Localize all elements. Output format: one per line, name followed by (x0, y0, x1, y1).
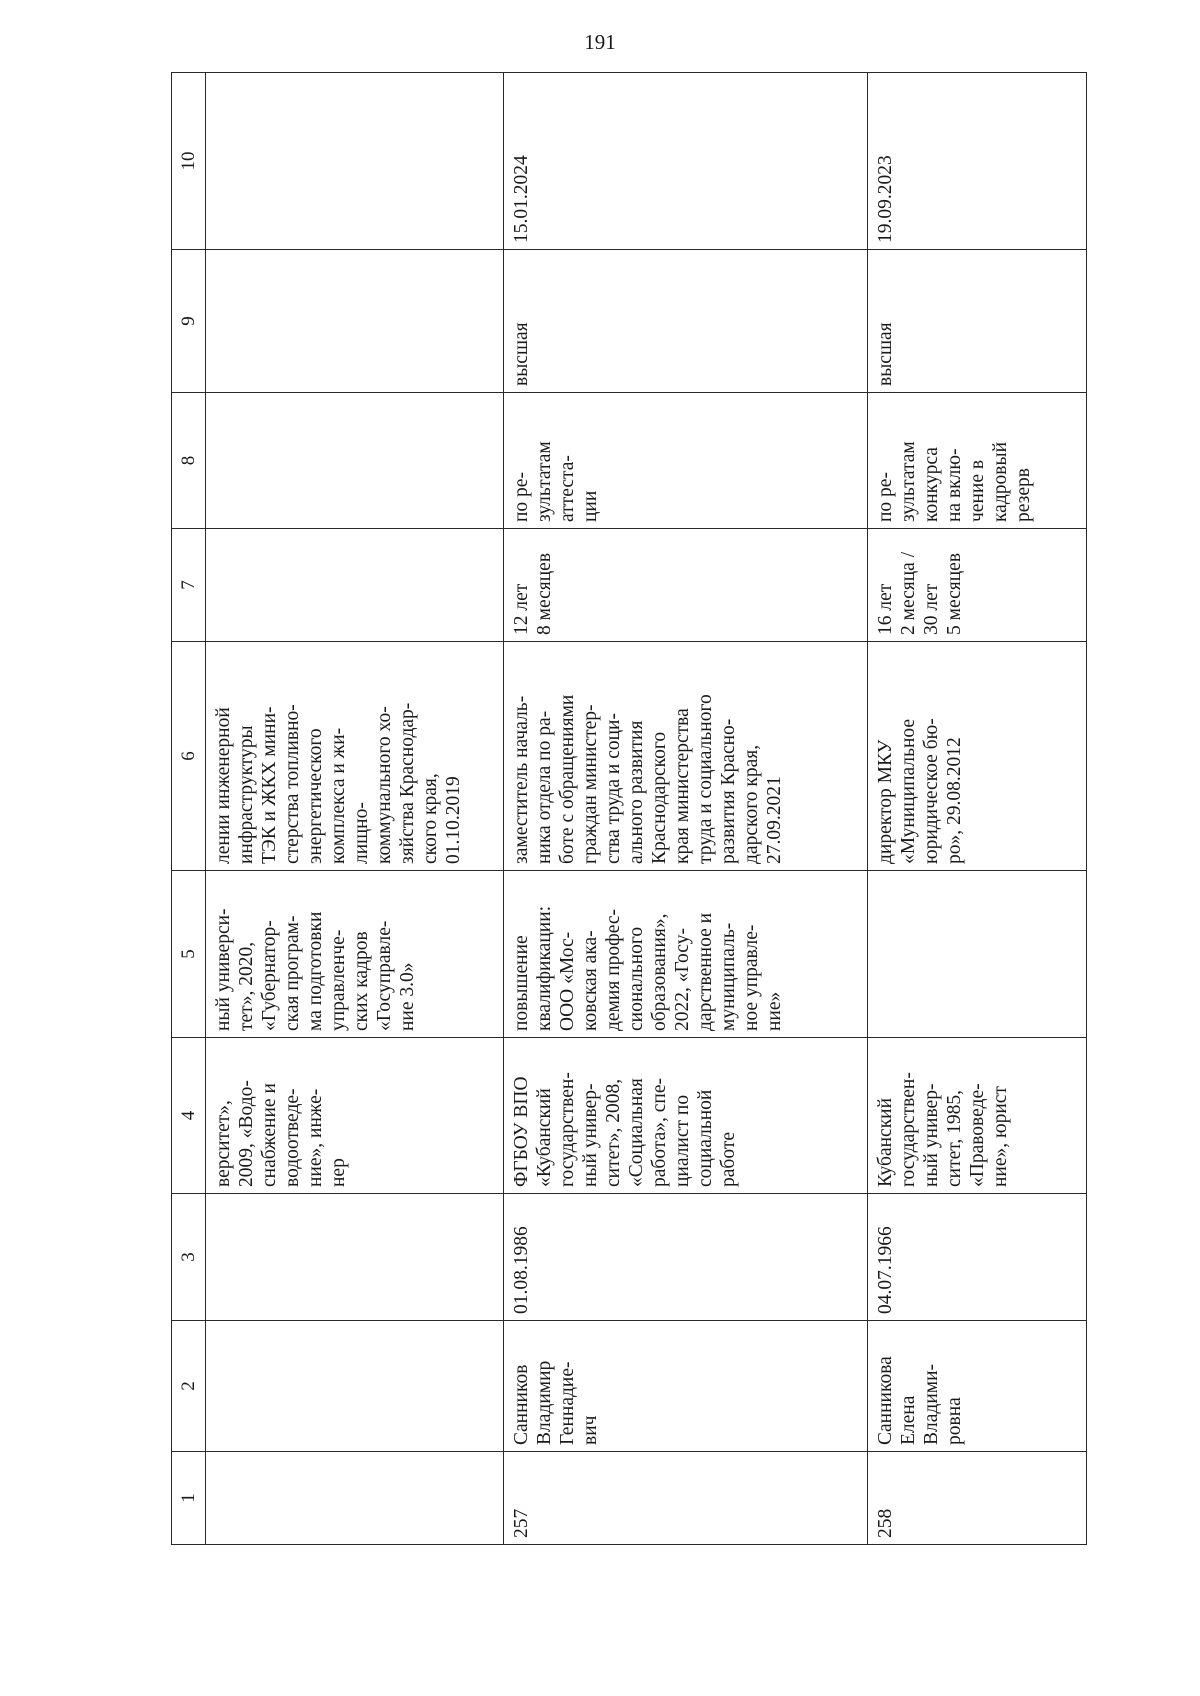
rotated-table-frame (171, 73, 1087, 1545)
personnel-table (171, 72, 1087, 1545)
experience-cell: 12 лет 8 месяцев (504, 529, 868, 642)
education-cell: ФГБОУ ВПО «Кубанский государствен- ный универ- ситет», 2008, «Социальная работа», спе- циалист по социальной работе (504, 1038, 868, 1194)
position-cell: лении инженерной инфраструктуры ТЭК и ЖКХ мини- стерства топливно- энергетического комплекса и жи- лищно- коммунального хо- зяйства Краснодар- ского края, 01.10.2019 (206, 642, 504, 871)
name-cell (206, 1321, 504, 1452)
row-number-cell (206, 1452, 504, 1545)
position-cell: заместитель началь- ника отдела по ра- боте с обращениями граждан министер- ства труда и соци- ального развития Краснодарского края министерства труда и социального развития Красно- дарского края, 27.09.2021 (504, 642, 868, 871)
table-row-257 (504, 73, 868, 1545)
date-cell: 15.01.2024 (504, 73, 868, 250)
table-row-258 (868, 73, 1087, 1545)
additional-education-cell: ный универси- тет», 2020, «Губернатор- ская програм- ма подготовки управленче- ских кадров «Госуправле- ние 3.0» (206, 871, 504, 1038)
header-cell: 8 (172, 393, 206, 529)
name-cell: Санников Владимир Геннадие- вич (504, 1321, 868, 1452)
row-number-cell: 258 (868, 1452, 1087, 1545)
experience-cell (206, 529, 504, 642)
additional-education-cell: повышение квалификации: ООО «Мос- ковская ака- демия профес- сионального образования», 2022, «Госу- дарственное и муниципаль- ное управле- ние» (504, 871, 868, 1038)
header-cell: 4 (172, 1038, 206, 1194)
header-cell: 7 (172, 529, 206, 642)
header-row (172, 73, 206, 1545)
row-number-cell: 257 (504, 1452, 868, 1545)
position-cell: директор МКУ «Муниципальное юридическое бю- ро», 29.08.2012 (868, 642, 1087, 871)
date-cell (206, 73, 504, 250)
birth-date-cell: 01.08.1986 (504, 1194, 868, 1321)
category-cell: высшая (868, 250, 1087, 393)
header-cell: 9 (172, 250, 206, 393)
birth-date-cell: 04.07.1966 (868, 1194, 1087, 1321)
header-cell: 2 (172, 1321, 206, 1452)
experience-cell: 16 лет 2 месяца / 30 лет 5 месяцев (868, 529, 1087, 642)
header-cell: 6 (172, 642, 206, 871)
table-row-continuation (206, 73, 504, 1545)
header-cell: 5 (172, 871, 206, 1038)
header-cell: 10 (172, 73, 206, 250)
category-cell: высшая (504, 250, 868, 393)
education-cell: верситет», 2009, «Водо- снабжение и водоотведе- ние», инже- нер (206, 1038, 504, 1194)
table-rotation (171, 73, 1087, 1545)
page-number: 191 (584, 30, 616, 54)
additional-education-cell (868, 871, 1087, 1038)
basis-cell: по ре- зультатам аттеста- ции (504, 393, 868, 529)
header-cell: 1 (172, 1452, 206, 1545)
date-cell: 19.09.2023 (868, 73, 1087, 250)
name-cell: Санникова Елена Владими- ровна (868, 1321, 1087, 1452)
basis-cell: по ре- зультатам конкурса на вклю- чение в кадровый резерв (868, 393, 1087, 529)
basis-cell (206, 393, 504, 529)
header-cell: 3 (172, 1194, 206, 1321)
birth-date-cell (206, 1194, 504, 1321)
education-cell: Кубанский государствен- ный универ- ситет, 1985, «Правоведе- ние», юрист (868, 1038, 1087, 1194)
category-cell (206, 250, 504, 393)
